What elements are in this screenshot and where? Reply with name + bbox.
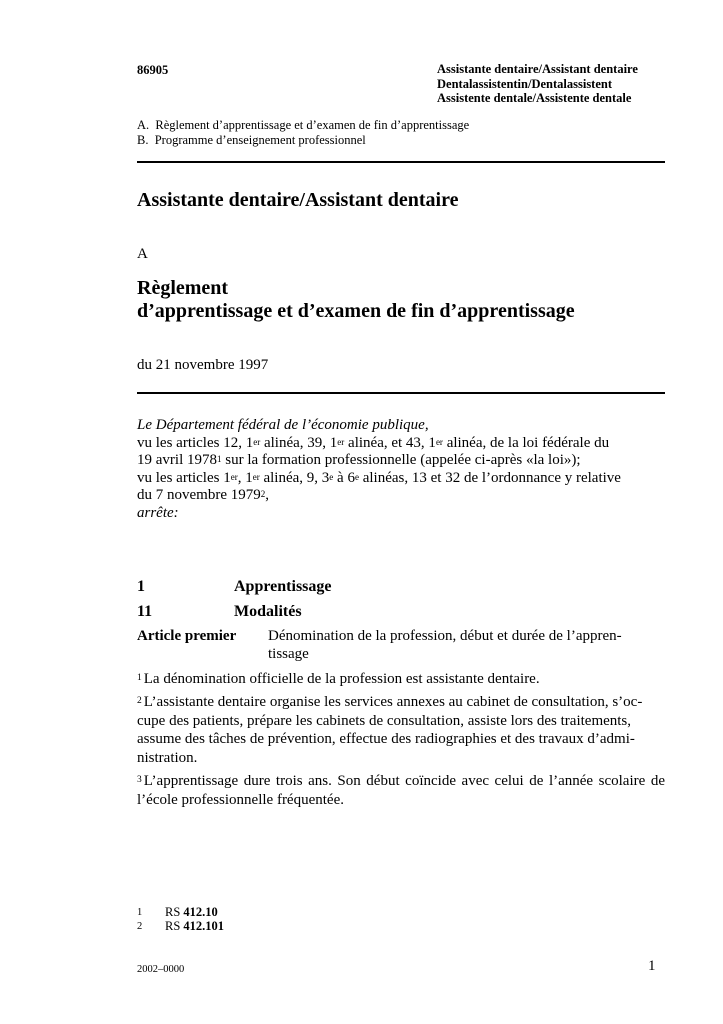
- footnote-number: 1: [137, 907, 143, 918]
- paragraph-number: 1: [137, 673, 142, 683]
- superscript: er: [435, 436, 443, 447]
- chapter-number: 1: [137, 578, 145, 595]
- preamble-line: [137, 435, 665, 453]
- footnote: [137, 920, 224, 934]
- text-run: alinéas, 13 et 32 de l’ordonnance y relative: [358, 469, 621, 486]
- footnote-ref[interactable]: 1: [217, 454, 222, 465]
- footnote-text: [165, 906, 218, 920]
- preamble-authority: Le Département fédéral de l’économie publique,: [137, 417, 429, 433]
- footnote-ref[interactable]: 2: [260, 489, 266, 500]
- text-run: du 7 novembre 1979: [137, 487, 261, 504]
- article-title-line: Dénomination de la profession, début et durée de l’appren-: [268, 628, 622, 644]
- article-paragraph: [137, 670, 665, 689]
- footer-code: 2002–0000: [137, 964, 185, 975]
- superscript: er: [337, 436, 345, 447]
- text-run: vu les articles 12, 1: [137, 434, 254, 451]
- section-number: 11: [137, 603, 153, 620]
- paragraph-number: 3: [137, 775, 142, 785]
- header-title-de: Dentalassistentin/Dentalassistent: [437, 76, 613, 91]
- article-paragraph: [137, 693, 665, 767]
- footnote-prefix: RS: [165, 905, 181, 919]
- text-run: ,: [265, 487, 269, 504]
- paragraph-text: L’apprentissage dure trois ans. Son début coïncide avec celui de l’année scolaire de l’école professionnelle fréquentée.: [137, 773, 665, 808]
- header-title-it: Assistente dentale/Assistente dentale: [437, 91, 632, 105]
- header-titles: [437, 62, 638, 106]
- paragraph-number: 2: [137, 696, 142, 706]
- paragraph-text: L’assistante dentaire organise les services annexes au cabinet de consultation, s’oc- cupe des patients, prépare les cabinets de consultation, assiste lors des traitements, assume des tâches de prévention, effectue des radiographies et des travaux d’admi- nistration.: [137, 694, 643, 766]
- superscript: er: [230, 471, 238, 482]
- text-run: alinéa, 9, 3: [259, 469, 330, 486]
- chapter-title: Apprentissage: [234, 578, 332, 595]
- main-title: Assistante dentaire/Assistant dentaire: [137, 189, 459, 211]
- section-title: Modalités: [234, 603, 302, 620]
- toc-item: A. Règlement d’apprentissage et d’examen de fin d’apprentissage: [137, 118, 470, 132]
- footnote-prefix: RS: [165, 918, 181, 933]
- superscript: e: [329, 471, 334, 482]
- toc-item: B. Programme d’enseignement professionnel: [137, 132, 366, 147]
- text-run: vu les articles 1: [137, 469, 231, 486]
- footnote-text: [165, 920, 224, 934]
- superscript: e: [354, 471, 359, 482]
- horizontal-rule: [137, 161, 665, 163]
- horizontal-rule: [137, 392, 665, 394]
- preamble-decree: arrête:: [137, 504, 179, 521]
- superscript: er: [252, 471, 260, 482]
- footnote: [137, 906, 224, 920]
- regulation-title: [137, 277, 575, 323]
- regulation-title-line: d’apprentissage et d’examen de fin d’apprentissage: [137, 300, 575, 322]
- footnotes: [137, 906, 224, 933]
- footnote-number: 2: [137, 920, 143, 932]
- regulation-date: du 21 novembre 1997: [137, 357, 269, 373]
- text-run: à 6: [333, 469, 355, 486]
- article-paragraph: [137, 772, 665, 809]
- preamble-line: [137, 487, 665, 505]
- page-number: 1: [648, 958, 656, 974]
- section-letter: A: [137, 246, 148, 262]
- preamble-line: [137, 452, 665, 470]
- text-run: 19 avril 1978: [137, 452, 217, 469]
- text-run: alinéa, 39, 1: [260, 434, 338, 451]
- article-title: [268, 628, 668, 663]
- footnote-reference: 412.10: [183, 905, 218, 919]
- regulation-title-line: Règlement: [137, 277, 229, 299]
- header-title-fr: Assistante dentaire/Assistant dentaire: [437, 62, 638, 76]
- footnote-reference: 412.101: [183, 918, 225, 933]
- text-run: alinéa, de la loi fédérale du: [442, 434, 610, 451]
- text-run: sur la formation professionnelle (appelée ci-après «la loi»);: [221, 452, 581, 469]
- article-label: Article premier: [137, 628, 237, 644]
- preamble-line: [137, 470, 665, 488]
- preamble: [137, 417, 665, 523]
- paragraph-text: La dénomination officielle de la profession est assistante dentaire.: [143, 671, 540, 687]
- table-of-contents: [137, 118, 469, 147]
- superscript: er: [253, 436, 261, 447]
- article-title-line: tissage: [268, 645, 309, 662]
- text-run: , 1: [237, 469, 253, 486]
- document-number: 86905: [137, 63, 169, 77]
- text-run: alinéa, et 43, 1: [344, 434, 436, 451]
